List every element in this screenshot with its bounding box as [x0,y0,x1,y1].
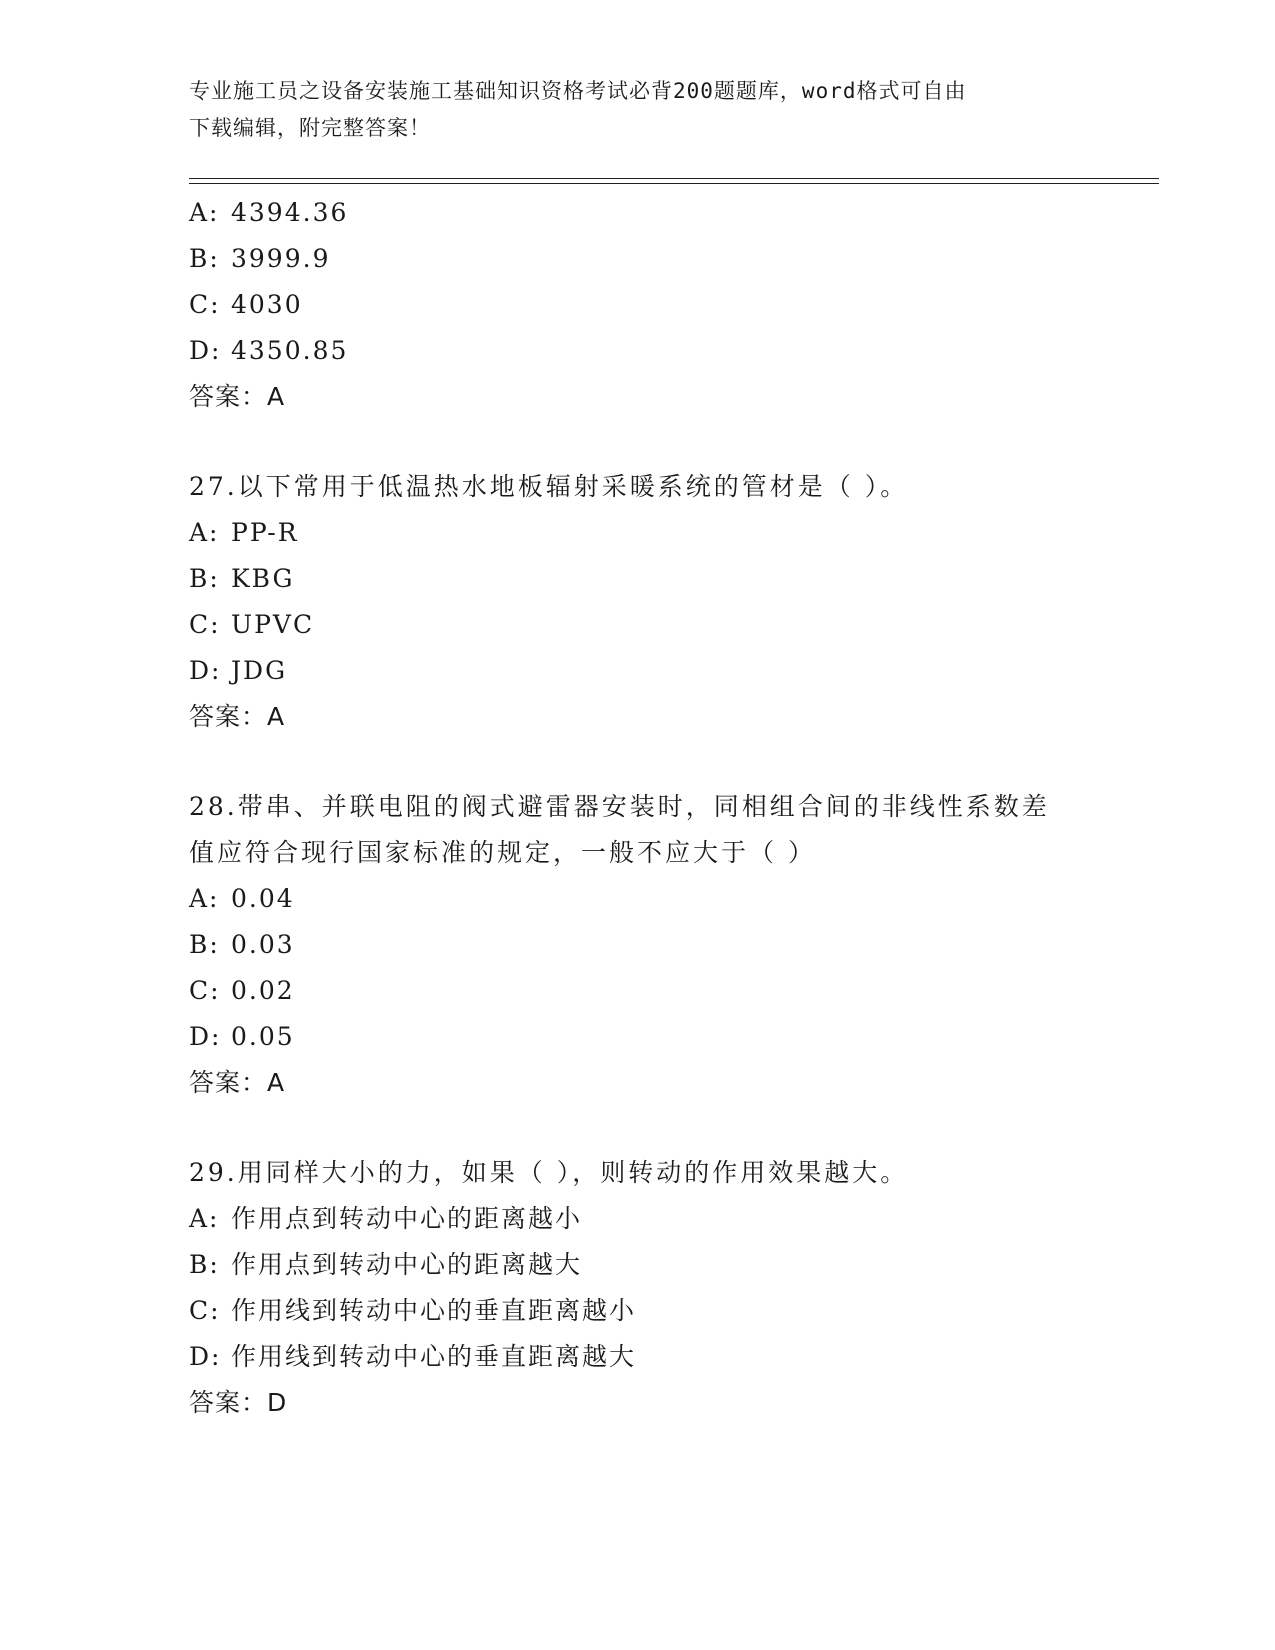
spacer [189,420,1149,464]
option-a [189,190,1149,236]
option-text: 0.05 [231,1022,295,1051]
option-c [189,282,1149,328]
option-text: 4350.85 [231,336,349,365]
option-key: D: [189,336,222,365]
spacer [189,740,1149,784]
question-stem-line-2: 值应符合现行国家标准的规定，一般不应大于（ ） [189,838,816,867]
option-text: UPVC [231,610,315,639]
question-stem: 27.以下常用于低温热水地板辐射采暖系统的管材是（ ）。 [189,472,909,501]
header-divider-bottom [189,183,1159,184]
option-d [189,1334,1149,1380]
option-key: A: [189,884,220,913]
header-line-1: 专业施工员之设备安装施工基础知识资格考试必背200题题库，word格式可自由 [189,79,967,103]
option-key: B: [189,244,220,273]
answer-line: 答案：A [189,1068,286,1097]
option-b [189,922,1149,968]
option-key: B: [189,930,220,959]
option-text: PP-R [231,518,299,547]
option-a [189,1196,1149,1242]
option-text: 作用点到转动中心的距离越小 [231,1204,583,1233]
option-b [189,236,1149,282]
question-content [189,190,1149,1426]
option-c [189,968,1149,1014]
question-stem: 29.用同样大小的力，如果（ ），则转动的作用效果越大。 [189,1158,909,1187]
option-d [189,648,1149,694]
option-text: 4394.36 [231,198,349,227]
question-26 [189,190,1149,420]
option-text: 0.03 [231,930,295,959]
header-divider-top [189,178,1159,179]
option-key: B: [189,1250,220,1279]
option-text: JDG [231,656,288,685]
spacer [189,1106,1149,1150]
option-key: D: [189,1342,222,1371]
option-key: D: [189,656,222,685]
option-c [189,602,1149,648]
question-stem-line-1: 28.带串、并联电阻的阀式避雷器安装时，同相组合间的非线性系数差 [189,792,1050,821]
question-29 [189,1150,1149,1426]
option-key: C: [189,290,221,319]
option-key: C: [189,976,221,1005]
answer-line: 答案：A [189,382,286,411]
option-d [189,1014,1149,1060]
option-text: KBG [231,564,295,593]
option-text: 作用点到转动中心的距离越大 [231,1250,583,1279]
answer-line: 答案：D [189,1388,288,1417]
answer-line: 答案：A [189,702,286,731]
option-key: A: [189,198,220,227]
option-text: 3999.9 [231,244,331,273]
option-c [189,1288,1149,1334]
option-a [189,510,1149,556]
option-text: 0.02 [231,976,295,1005]
option-d [189,328,1149,374]
option-key: D: [189,1022,222,1051]
option-key: A: [189,518,220,547]
header-line-2: 下载编辑，附完整答案！ [189,116,431,140]
option-text: 4030 [231,290,303,319]
option-key: B: [189,564,220,593]
option-key: C: [189,610,221,639]
option-key: A: [189,1204,220,1233]
document-header [189,73,1089,147]
option-text: 0.04 [231,884,295,913]
option-key: C: [189,1296,221,1325]
option-a [189,876,1149,922]
option-b [189,1242,1149,1288]
option-text: 作用线到转动中心的垂直距离越小 [231,1296,637,1325]
question-28 [189,784,1149,1106]
option-text: 作用线到转动中心的垂直距离越大 [231,1342,637,1371]
question-27 [189,464,1149,740]
option-b [189,556,1149,602]
